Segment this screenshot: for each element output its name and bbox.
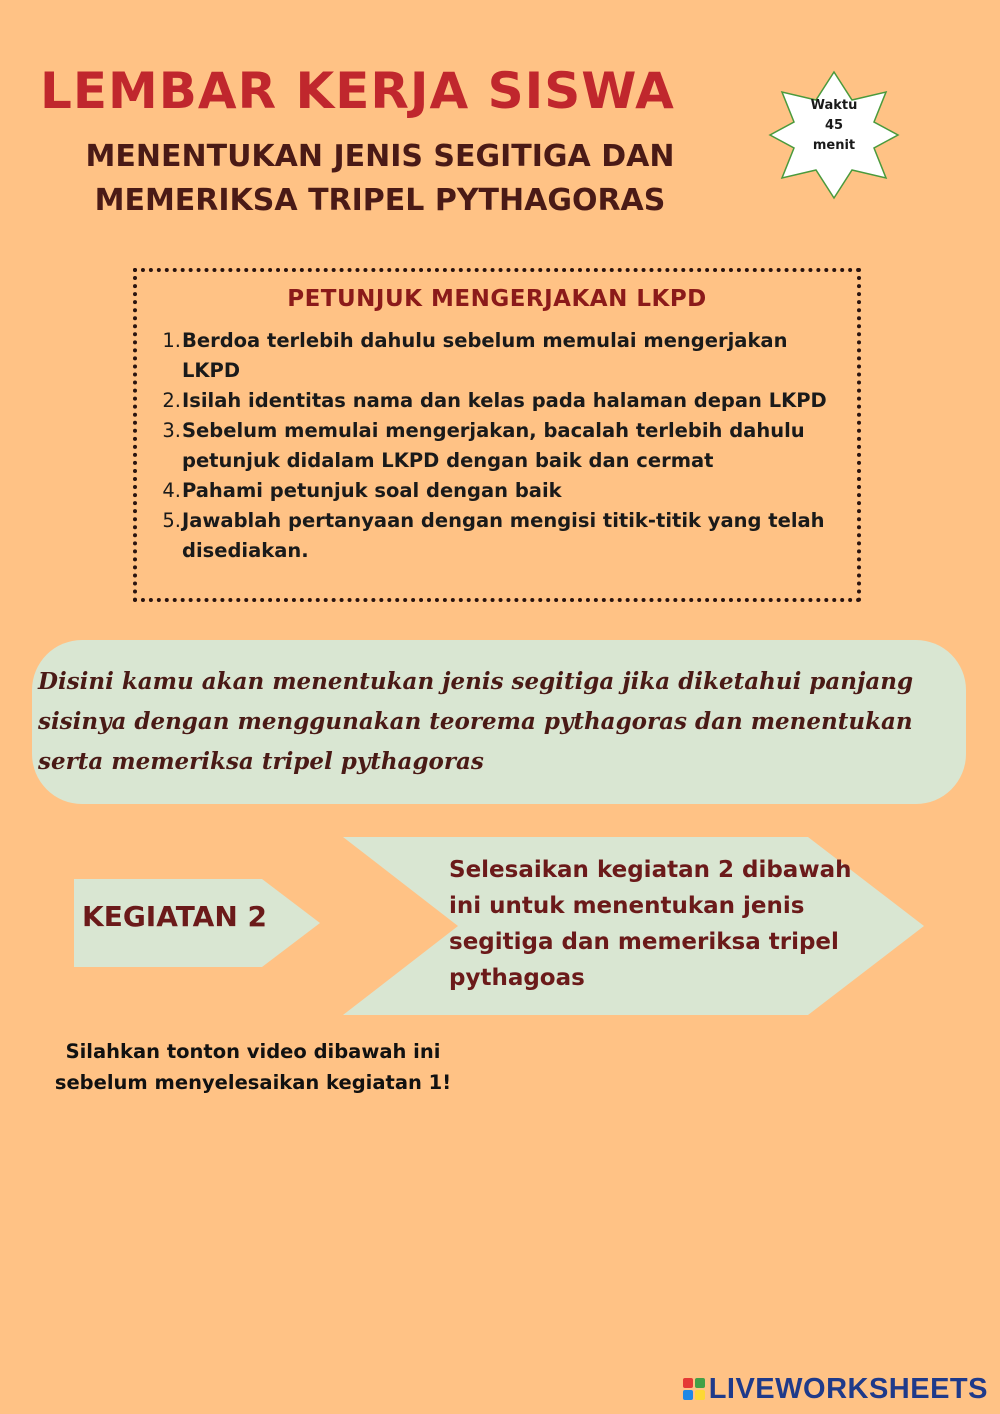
video-note-line-2: sebelum menyelesaikan kegiatan 1! bbox=[54, 1071, 452, 1094]
list-item-text: Isilah identitas nama dan kelas pada halaman depan LKPD bbox=[182, 389, 827, 412]
list-item-number: 3. bbox=[162, 419, 181, 442]
list-item-text: Berdoa terlebih dahulu sebelum memulai mengerjakan LKPD bbox=[182, 329, 788, 382]
list-item-number: 4. bbox=[162, 479, 181, 502]
video-note-line-1: Silahkan tonton video dibawah ini bbox=[65, 1040, 441, 1063]
instructions-title: PETUNJUK MENGERJAKAN LKPD bbox=[287, 286, 707, 312]
subtitle-line-1: MENENTUKAN JENIS SEGITIGA DAN bbox=[85, 139, 675, 174]
subtitle-line-2: MEMERIKSA TRIPEL PYTHAGORAS bbox=[94, 183, 666, 218]
time-unit: menit bbox=[812, 138, 856, 153]
liveworksheets-logo[interactable] bbox=[683, 1372, 988, 1406]
liveworksheets-text: LIVEWORKSHEETS bbox=[708, 1372, 988, 1405]
time-value: 45 bbox=[824, 118, 844, 133]
page-title: LEMBAR KERJA SISWA bbox=[40, 62, 675, 120]
list-item-number: 1. bbox=[162, 329, 181, 352]
list-item-number: 2. bbox=[162, 389, 181, 412]
time-label: Waktu bbox=[810, 98, 858, 113]
liveworksheets-icon bbox=[683, 1378, 705, 1400]
list-item-text: Jawablah pertanyaan dengan mengisi titik-titik yang telah disediakan. bbox=[182, 509, 825, 562]
list-item-number: 5. bbox=[162, 509, 181, 532]
list-item-text: Sebelum memulai mengerjakan, bacalah terlebih dahulu petunjuk didalam LKPD dengan baik dan cermat bbox=[182, 419, 805, 472]
intro-text: Disini kamu akan menentukan jenis segitiga jika diketahui panjang sisinya dengan menggunakan teorema pythagoras dan menentukan serta memeriksa tripel pythagoras bbox=[38, 668, 914, 775]
activity-description: Selesaikan kegiatan 2 dibawah ini untuk menentukan jenis segitiga dan memeriksa tripel pythagoas bbox=[449, 857, 852, 991]
activity-label: KEGIATAN 2 bbox=[82, 900, 267, 933]
video-note bbox=[30, 1036, 476, 1098]
list-item-text: Pahami petunjuk soal dengan baik bbox=[182, 479, 562, 502]
